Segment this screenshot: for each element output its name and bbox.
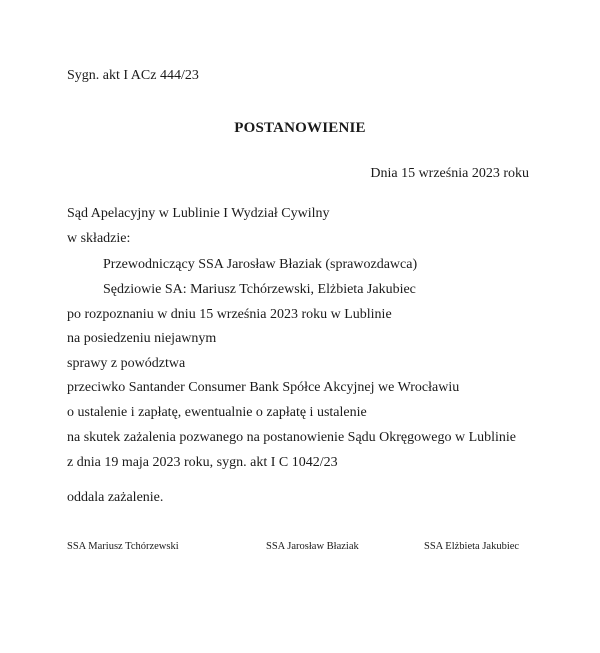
case-signature: Sygn. akt I ACz 444/23: [67, 68, 199, 83]
ruling: oddala zażalenie.: [67, 490, 164, 505]
body-line: przeciwko Santander Consumer Bank Spółce Akcyjnej we Wrocławiu: [67, 380, 460, 395]
presiding-judge: Przewodniczący SSA Jarosław Błaziak (sprawozdawca): [103, 257, 418, 272]
body-line: na posiedzeniu niejawnym: [67, 331, 217, 346]
body-line: sprawy z powództwa: [67, 356, 186, 371]
document-title: POSTANOWIENIE: [234, 120, 366, 136]
signature: SSA Jarosław Błaziak: [266, 541, 359, 552]
body-line: o ustalenie i zapłatę, ewentualnie o zapłatę i ustalenie: [67, 405, 367, 420]
body-line: po rozpoznaniu w dniu 15 września 2023 roku w Lublinie: [67, 307, 392, 322]
document-date: Dnia 15 września 2023 roku: [370, 166, 529, 181]
composition-label: w składzie:: [67, 231, 131, 246]
body-line: na skutek zażalenia pozwanego na postanowienie Sądu Okręgowego w Lublinie: [67, 430, 517, 445]
body-line: z dnia 19 maja 2023 roku, sygn. akt I C 1042/23: [67, 455, 338, 470]
judges-list: Sędziowie SA: Mariusz Tchórzewski, Elżbieta Jakubiec: [103, 282, 416, 297]
signature: SSA Mariusz Tchórzewski: [67, 541, 179, 552]
court-name: Sąd Apelacyjny w Lublinie I Wydział Cywilny: [67, 206, 330, 221]
signature: SSA Elżbieta Jakubiec: [424, 541, 520, 552]
